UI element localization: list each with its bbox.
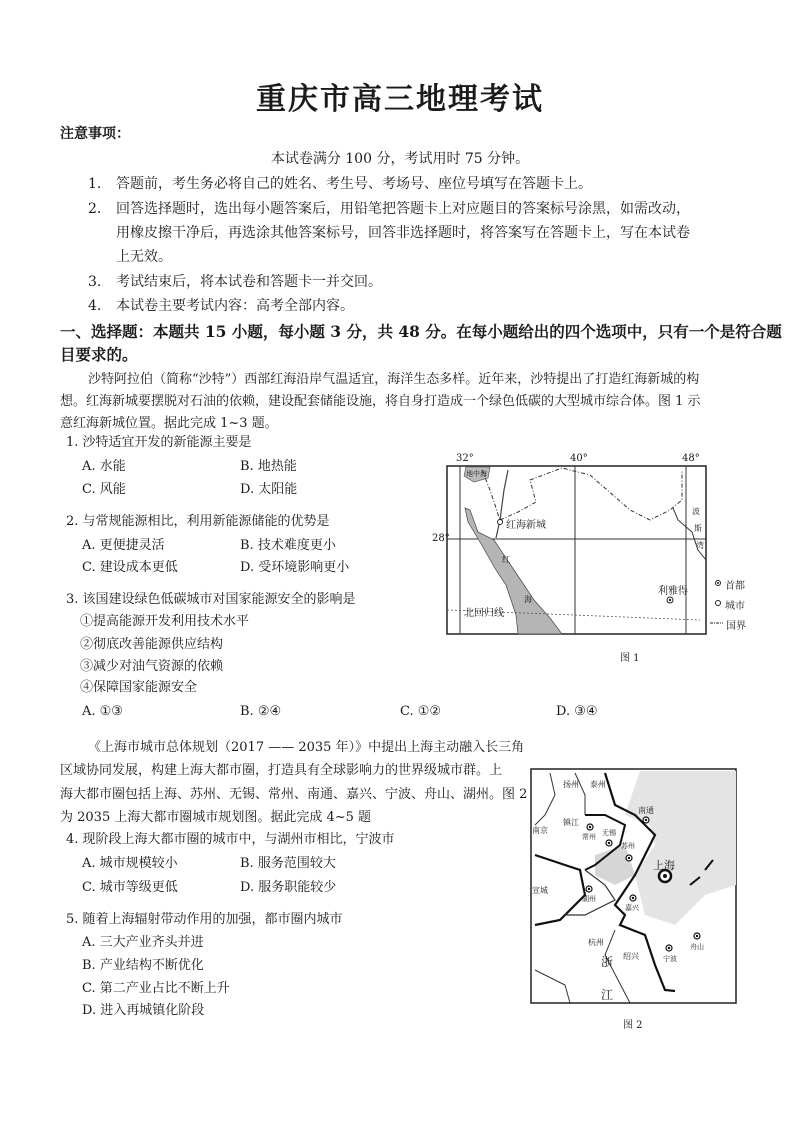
section-heading: 目要求的。 — [60, 345, 138, 364]
passage-line: 《上海市城市总体规划（2017 —— 2035 年）》中提出上海主动融入长三角 — [88, 740, 525, 755]
map-label: 红 — [502, 555, 510, 564]
statement: ①提高能源开发利用技术水平 — [80, 614, 250, 629]
city-label: 宁波 — [663, 955, 677, 963]
lon-label: 40° — [570, 453, 588, 464]
notice-num: 1. — [88, 176, 102, 192]
statement: ④保障国家能源安全 — [80, 680, 198, 695]
province-label: 浙 — [601, 955, 614, 969]
option-d: D. 进入再城镇化阶段 — [82, 1003, 205, 1018]
city-label: 苏州 — [621, 842, 635, 850]
notice-text: 回答选择题时，选出每小题答案后，用铅笔把答题卡上对应题目的答案标号涂黑，如需改动， — [116, 201, 690, 217]
statement: ②彻底改善能源供应结构 — [80, 637, 224, 652]
city-label: 湖州 — [582, 895, 596, 903]
city-label: 无锡 — [602, 829, 616, 837]
lon-label: 48° — [682, 453, 700, 464]
notice-num: 3. — [88, 274, 102, 290]
map-label: 北回归线 — [464, 608, 504, 619]
city-label: 宣城 — [532, 886, 548, 895]
map-label: 斯 — [694, 524, 702, 533]
option-d: D. 服务职能较少 — [240, 880, 337, 895]
option-c: C. ①② — [400, 704, 442, 719]
lon-label: 32° — [456, 453, 474, 464]
notice-heading: 注意事项： — [60, 126, 130, 142]
option-a: A. 更便捷灵活 — [82, 538, 165, 553]
city-label: 上海 — [653, 859, 675, 872]
map-label: 地中海 — [466, 470, 487, 478]
notice-num: 4. — [88, 298, 102, 314]
notice-text: 本试卷主要考试内容：高考全部内容。 — [116, 298, 354, 314]
passage-line: 海大都市圈包括上海、苏州、无锡、常州、南通、嘉兴、宁波、舟山、湖州。图 2 — [60, 787, 528, 802]
passage-line: 沙特阿拉伯（简称“沙特”）西部红海沿岸气温适宜，海洋生态多样。近年来，沙特提出了打造红海新城的构 — [88, 372, 700, 387]
notice-num: 2. — [88, 201, 102, 217]
map-label: 湾 — [696, 541, 704, 550]
notice-text: 上无效。 — [116, 249, 172, 265]
option-b: B. 技术难度更小 — [240, 538, 336, 553]
city-label: 泰州 — [590, 780, 606, 789]
question-stem: 1. 沙特适宜开发的新能源主要是 — [66, 435, 252, 450]
city-label: 绍兴 — [623, 952, 639, 961]
question-stem: 2. 与常规能源相比，利用新能源储能的优势是 — [66, 514, 330, 529]
question-stem: 3. 该国建设绿色低碳城市对国家能源安全的影响是 — [66, 592, 356, 607]
option-a: A. ①③ — [82, 704, 123, 719]
city-label: 嘉兴 — [625, 904, 639, 912]
city-label: 扬州 — [563, 780, 579, 789]
map-label: 波 — [692, 507, 700, 516]
notice-text: 用橡皮擦干净后，再选涂其他答案标号，回答非选择题时，将答案写在答题卡上，写在本试卷 — [116, 225, 690, 241]
legend-capital: 首都 — [725, 581, 745, 592]
legend-border: 国界 — [726, 621, 746, 632]
figure-caption: 图 1 — [620, 653, 640, 664]
option-d: D. ③④ — [556, 704, 598, 719]
map-label: 红海新城 — [506, 520, 546, 531]
option-c: C. 第二产业占比不断上升 — [82, 981, 230, 996]
section-heading: 一、选择题：本题共 15 小题，每小题 3 分，共 48 分。在每小题给出的四个选项中，只有一个是符合题 — [60, 322, 782, 341]
map-label: 海 — [524, 595, 532, 604]
option-a: A. 城市规模较小 — [82, 856, 178, 871]
statement: ③减少对油气资源的依赖 — [80, 659, 224, 674]
question-stem: 5. 随着上海辐射带动作用的加强，都市圈内城市 — [66, 912, 343, 927]
figure-caption: 图 2 — [623, 1020, 643, 1031]
map-label: 利雅得 — [658, 586, 688, 597]
province-label: 江 — [601, 988, 614, 1002]
legend-city: 城市 — [725, 601, 745, 612]
option-a: A. 三大产业齐头并进 — [82, 935, 204, 950]
figure1-map — [430, 450, 770, 670]
option-d: D. 受环境影响更小 — [240, 560, 350, 575]
page-title: 重庆市高三地理考试 — [256, 82, 544, 117]
notice-intro: 本试卷满分 100 分，考试用时 75 分钟。 — [270, 151, 530, 167]
lat-label: 28° — [432, 533, 450, 544]
city-label: 常州 — [582, 833, 596, 841]
city-label: 杭州 — [588, 938, 604, 947]
option-b: B. 产业结构不断优化 — [82, 958, 204, 973]
option-b: B. ②④ — [240, 704, 282, 719]
option-a: A. 水能 — [82, 459, 126, 474]
option-b: B. 地热能 — [240, 459, 297, 474]
passage-line: 区域协同发展，构建上海大都市圈，打造具有全球影响力的世界级城市群。上 — [60, 763, 503, 778]
option-c: C. 建设成本更低 — [82, 560, 178, 575]
notice-text: 考试结束后，将本试卷和答题卡一并交回。 — [116, 274, 382, 290]
city-label: 舟山 — [690, 943, 704, 951]
passage-line: 想。红海新城要摆脱对石油的依赖，建设配套储能设施，将自身打造成一个绿色低碳的大型城市综合体。图 1 示 — [60, 394, 701, 409]
notice-text: 答题前，考生务必将自己的姓名、考生号、考场号、座位号填写在答题卡上。 — [116, 176, 592, 192]
option-b: B. 服务范围较大 — [240, 856, 336, 871]
city-label: 南通 — [638, 806, 654, 815]
city-label: 镇江 — [563, 818, 579, 827]
passage-line: 意红海新城位置。据此完成 1~3 题。 — [60, 416, 278, 431]
option-d: D. 太阳能 — [240, 482, 298, 497]
figure2-map — [525, 765, 775, 1035]
question-stem: 4. 现阶段上海大都市圈的城市中，与湖州市相比，宁波市 — [66, 832, 395, 847]
city-label: 南京 — [532, 826, 548, 835]
option-c: C. 城市等级更低 — [82, 880, 178, 895]
passage-line: 为 2035 上海大都市圈城市规划图。据此完成 4~5 题 — [60, 810, 372, 825]
option-c: C. 风能 — [82, 482, 126, 497]
